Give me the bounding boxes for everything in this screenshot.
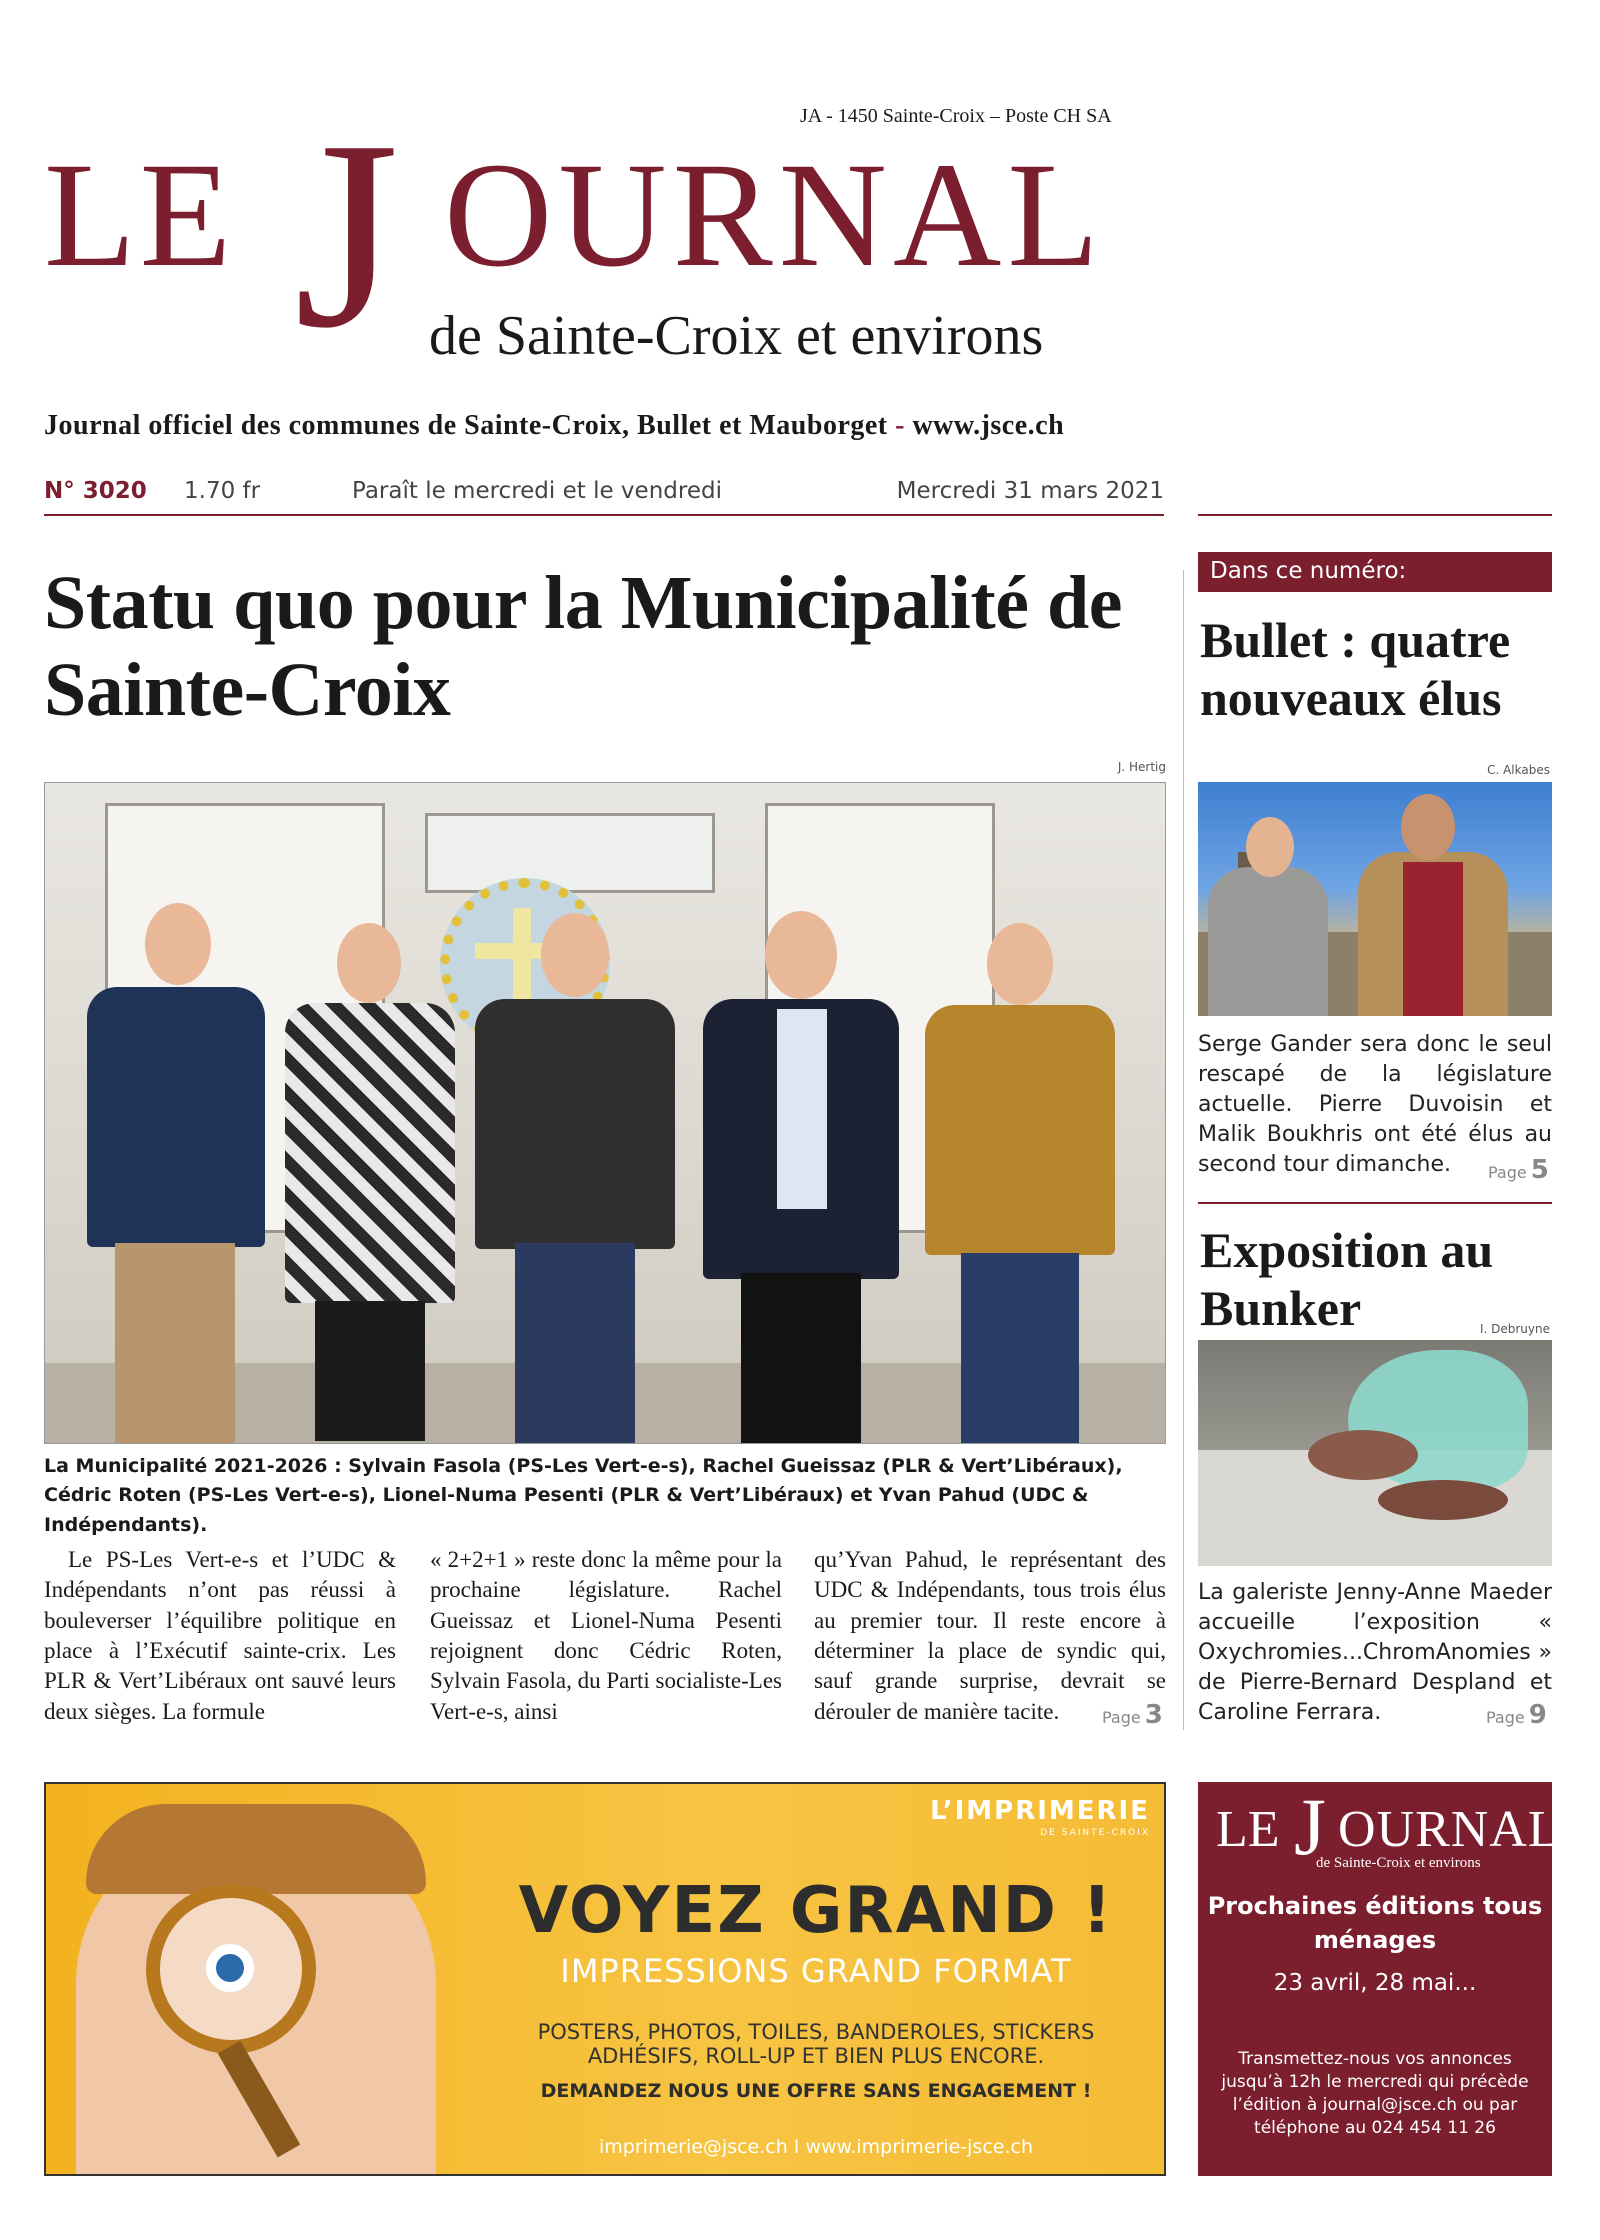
newspaper-logo bbox=[44, 85, 1284, 384]
page-label: Page bbox=[1488, 1163, 1527, 1182]
promo-logo-j: J bbox=[1294, 1781, 1326, 1872]
tagline-text: Journal officiel des communes de Sainte-Croix, Bullet et Mauborget bbox=[44, 410, 888, 441]
sidebar-divider bbox=[1198, 1202, 1552, 1204]
page-reference-story-1[interactable] bbox=[1488, 1155, 1549, 1185]
page-number: 5 bbox=[1530, 1155, 1549, 1185]
tagline-url[interactable]: www.jsce.ch bbox=[912, 410, 1065, 441]
article-column-1: Le PS-Les Vert-e-s et l’UDC & Indépendants n’ont pas réussi à bouleverser l’équilibre politique en place à l’Exécutif sainte-crix. Les PLR & Vert’Libéraux ont sauvé leurs deux sièges. La formule bbox=[44, 1547, 396, 1724]
photo-credit: J. Hertig bbox=[1117, 760, 1166, 774]
page-number: 9 bbox=[1528, 1700, 1547, 1730]
main-photo[interactable] bbox=[44, 782, 1166, 1444]
logo-le: LE bbox=[44, 132, 236, 298]
article-column-3: qu’Yvan Pahud, le représentant des UDC & Indépendants, tous trois élus au premier tour. Il reste encore à déterminer la place de syndic qui, sauf grande surprise, devrait se dérouler de manière tacite. bbox=[814, 1547, 1166, 1724]
sidebar-header-rule bbox=[1198, 514, 1552, 516]
article-column-2: « 2+2+1 » reste donc la même pour la prochaine législature. Rachel Gueissaz et Lionel-Numa Pesenti rejoignent donc Cédric Roten, Sylvain Fasola, du Parti socialiste-Les Vert-e-s, ainsi bbox=[430, 1547, 782, 1724]
page-reference-main[interactable] bbox=[1102, 1700, 1163, 1730]
imprimerie-logo: L’IMPRIMERIE bbox=[930, 1796, 1150, 1826]
sidebar-story-1-title[interactable]: Bullet : quatre nouveaux élus bbox=[1200, 612, 1511, 726]
page-label: Page bbox=[1102, 1708, 1141, 1727]
photo-credit: C. Alkabes bbox=[1487, 763, 1550, 777]
logo-ournal: OURNAL bbox=[444, 132, 1105, 298]
photo-caption: La Municipalité 2021-2026 : Sylvain Fasola (PS-Les Vert-e-s), Rachel Gueissaz (PLR & Vert’Libéraux), Cédric Roten (PS-Les Vert-e-s), Lionel-Numa Pesenti (PLR & Vert’Libéraux) et Yvan Pahud (UDC & Indépendants). bbox=[44, 1455, 1123, 1536]
tagline bbox=[44, 410, 1064, 442]
ad-subtitle: IMPRESSIONS GRAND FORMAT bbox=[560, 1952, 1072, 1990]
sidebar-story-2-text: La galeriste Jenny-Anne Maeder accueille l’exposition « Oxychromies...ChromAnomies » de Pierre-Bernard Despland et Caroline Ferrara. bbox=[1198, 1580, 1552, 1725]
tagline-separator: - bbox=[895, 410, 905, 441]
sidebar-story-2-photo[interactable] bbox=[1198, 1340, 1552, 1566]
page-number: 3 bbox=[1144, 1700, 1163, 1730]
logo-subtitle: de Sainte-Croix et environs bbox=[429, 305, 1044, 367]
issue-number: N° 3020 bbox=[44, 478, 147, 504]
publication-frequency: Paraît le mercredi et le vendredi bbox=[352, 478, 722, 504]
promo-logo-subtitle: de Sainte-Croix et environs bbox=[1316, 1855, 1481, 1871]
page-label: Page bbox=[1486, 1708, 1525, 1727]
logo-j: J bbox=[294, 85, 400, 384]
photo-credit: I. Debruyne bbox=[1479, 1322, 1550, 1336]
sidebar-story-1-photo[interactable] bbox=[1198, 782, 1552, 1016]
main-headline[interactable]: Statu quo pour la Municipalité de Sainte-Croix bbox=[44, 561, 1122, 733]
sidebar-story-2-title[interactable]: Exposition au Bunker bbox=[1200, 1222, 1494, 1336]
header-rule bbox=[44, 514, 1164, 516]
in-this-issue-header: Dans ce numéro: bbox=[1198, 552, 1552, 592]
promo-dates: 23 avril, 28 mai... bbox=[1273, 1970, 1477, 1996]
ad-call-to-action: DEMANDEZ NOUS UNE OFFRE SANS ENGAGEMENT ! bbox=[540, 2080, 1092, 2102]
promo-title: Prochaines éditions tous ménages bbox=[1207, 1892, 1543, 1954]
promo-note: Transmettez-nous vos annonces jusqu’à 12h le mercredi qui précède l’édition à journal@jsce.ch ou par téléphone au 024 454 11 26 bbox=[1221, 2049, 1529, 2138]
postal-info: JA - 1450 Sainte-Croix – Poste CH SA bbox=[800, 105, 1112, 127]
issue-date: Mercredi 31 mars 2021 bbox=[896, 478, 1164, 504]
promo-logo-ournal: OURNAL bbox=[1338, 1801, 1561, 1858]
ad-contact[interactable]: imprimerie@jsce.ch I www.imprimerie-jsce.ch bbox=[599, 2136, 1033, 2158]
printing-advertisement[interactable] bbox=[44, 1782, 1166, 2176]
promo-logo-le: LE bbox=[1216, 1801, 1280, 1858]
page-reference-story-2[interactable] bbox=[1486, 1700, 1547, 1730]
issue-info-bar bbox=[44, 478, 1164, 514]
ad-product-list: POSTERS, PHOTOS, TOILES, BANDEROLES, STICKERS ADHÉSIFS, ROLL-UP ET BIEN PLUS ENCORE. bbox=[537, 2020, 1095, 2069]
imprimerie-logo-sub: DE SAINTE-CROIX bbox=[1040, 1828, 1150, 1838]
sidebar-story-1-text: Serge Gander sera donc le seul rescapé de la législature actuelle. Pierre Duvoisin et Malik Boukhris ont été élus au second tour dimanche. bbox=[1198, 1032, 1552, 1177]
column-divider bbox=[1183, 570, 1184, 1730]
ad-title: VOYEZ GRAND ! bbox=[518, 1874, 1114, 1948]
next-editions-promo bbox=[1198, 1781, 1561, 2176]
issue-price: 1.70 fr bbox=[184, 478, 261, 504]
